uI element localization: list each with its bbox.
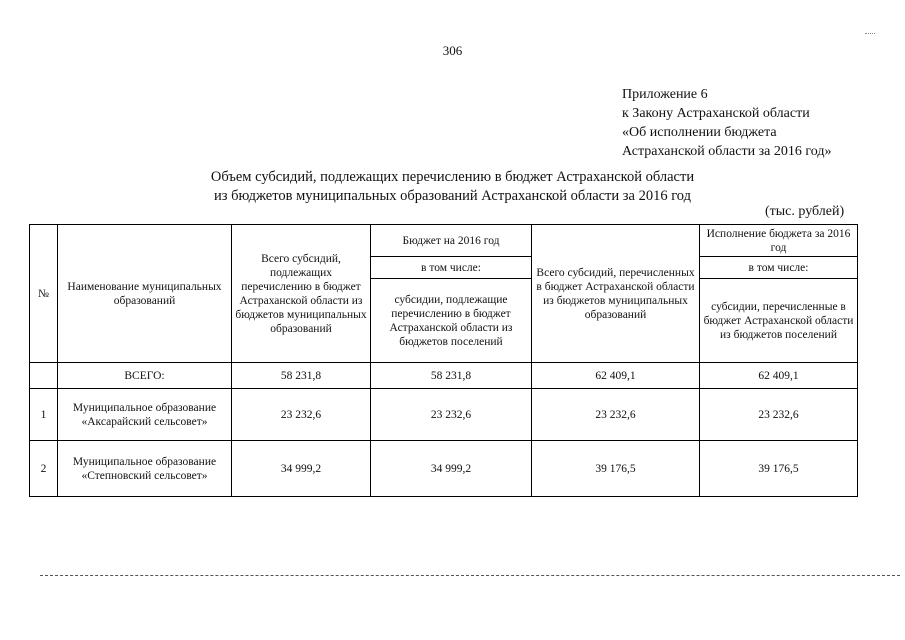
header-planned-settlements: субсидии, подлежащие перечислению в бюджет Астраханской области из бюджетов поселений: [371, 279, 532, 363]
appendix-line: «Об исполнении бюджета: [622, 125, 777, 140]
table-cell: 62 409,1: [532, 363, 700, 389]
row-number: 2: [30, 441, 58, 497]
table-cell: 23 232,6: [232, 389, 371, 441]
total-label: ВСЕГО:: [58, 363, 232, 389]
table-cell: 23 232,6: [371, 389, 532, 441]
header-including: в том числе:: [371, 257, 532, 279]
title-line: Объем субсидий, подлежащих перечислению в бюджет Астраханской области: [210, 169, 695, 185]
table-row: [30, 389, 858, 441]
table-cell: 58 231,8: [232, 363, 371, 389]
appendix-line: к Закону Астраханской области: [622, 106, 810, 121]
header-including: в том числе:: [700, 257, 858, 279]
header-num: №: [30, 225, 58, 363]
header-total-transferred: Всего субсидий, перечисленных в бюджет Астраханской области из бюджетов муниципальных образований: [532, 225, 700, 363]
subsidies-table: [29, 224, 858, 497]
scan-mark: [865, 33, 875, 34]
table-cell: 62 409,1: [700, 363, 858, 389]
header-total-planned: Всего субсидий, подлежащих перечислению в бюджет Астраханской области из бюджетов муниципальных образований: [232, 225, 371, 363]
table-cell: 39 176,5: [700, 441, 858, 497]
appendix-block: [622, 85, 831, 161]
row-name: Муниципальное образование «Аксарайский сельсовет»: [58, 389, 232, 441]
page-number: 306: [442, 43, 463, 58]
title-line: из бюджетов муниципальных образований Астраханской области за 2016 год: [214, 188, 691, 204]
header-name: Наименование муниципальных образований: [58, 225, 232, 363]
unit-label: (тыс. рублей): [765, 204, 845, 219]
row-number: 1: [30, 389, 58, 441]
table-cell: 39 176,5: [532, 441, 700, 497]
table-cell: 23 232,6: [700, 389, 858, 441]
table-cell: 34 999,2: [371, 441, 532, 497]
header-transferred-settlements: субсидии, перечисленные в бюджет Астраханской области из бюджетов поселений: [700, 279, 858, 363]
total-num-cell: [30, 363, 58, 389]
appendix-line: Приложение 6: [622, 87, 708, 102]
row-name: Муниципальное образование «Степновский сельсовет»: [58, 441, 232, 497]
document-title: [0, 168, 905, 206]
table-row-total: [30, 363, 858, 389]
table-row: [30, 441, 858, 497]
appendix-line: Астраханской области за 2016 год»: [622, 144, 832, 159]
table-cell: 58 231,8: [371, 363, 532, 389]
table-cell: 34 999,2: [232, 441, 371, 497]
header-budget-2016: Бюджет на 2016 год: [371, 225, 532, 257]
table-cell: 23 232,6: [532, 389, 700, 441]
header-execution-2016: Исполнение бюджета за 2016 год: [700, 225, 858, 257]
dashed-divider: [40, 575, 900, 576]
